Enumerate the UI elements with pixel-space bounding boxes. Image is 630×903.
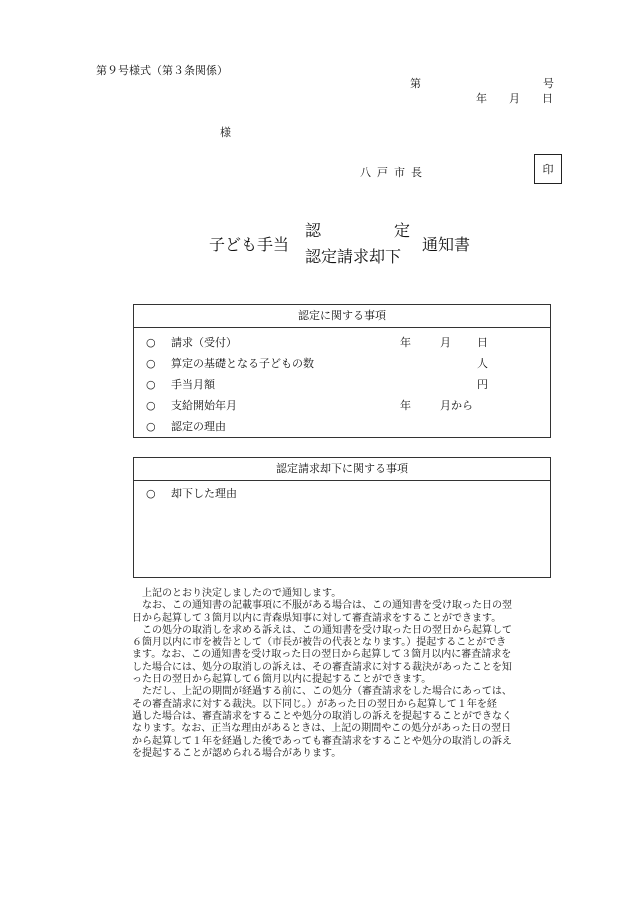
approval-item-label: 支給開始年月 [171,399,237,412]
day-label: 日 [542,92,553,105]
approval-item [134,332,550,353]
unit-label: 年 [400,399,411,412]
issue-date [476,90,553,106]
rejection-item [134,483,550,504]
approval-item-label: 請求（受付） [171,336,237,349]
notes-line: 過した場合は、審査請求をすることや処分の取消しの訴えを提起することができなく [132,710,512,722]
approval-section [133,304,551,438]
notes-line: その審査請求に対する裁決。以下同じ。）があった日の翌日から起算して１年を経 [132,698,497,710]
title-option-rejection: 認定請求却下 [305,247,402,266]
notes-line: ます。なお、この通知書を受け取った日の翌日から起算して３箇月以内に審査請求を [132,649,512,661]
unit-label: 月 [440,336,451,349]
rejection-item-label: 却下した理由 [171,487,237,500]
circle-bullet-icon: ○ [146,378,156,391]
circle-bullet-icon: ○ [146,487,156,500]
circle-bullet-icon: ○ [146,336,156,349]
circle-bullet-icon: ○ [146,357,156,370]
approval-item [134,416,550,437]
form-number: 第９号様式（第３条関係） [96,64,228,77]
approval-item [134,353,550,374]
circle-bullet-icon: ○ [146,420,156,433]
notes-paragraph [132,588,554,760]
notes-line: を提起することが認められる場合があります。 [132,747,342,759]
approval-item-label: 認定の理由 [171,420,226,433]
document-number-prefix: 第 [410,77,421,90]
approval-item-label: 手当月額 [171,378,215,391]
notes-line: ただし、上記の期間が経過する前に、この処分（審査請求をした場合にあっては、 [132,686,512,698]
issuer-name: 八戸市長 [360,166,428,179]
unit-label: 月から [440,399,473,412]
addressee-suffix: 様 [220,126,231,139]
document-number-suffix: 号 [543,77,554,90]
title-prefix: 子ども手当 [209,235,290,254]
notes-line: した場合には、処分の取消しの訴えは、その審査請求に対する裁決があったことを知 [132,661,512,673]
notes-line: から起算して１年を経過した後であっても審査請求をすることや処分の取消しの訴え [132,735,512,747]
notes-line: なります。なお、正当な理由があるときは、上記の期間やこの処分があった日の翌日 [132,723,512,735]
notes-line: ６箇月以内に市を被告として（市長が被告の代表となります。）提起することができ [132,637,507,649]
approval-section-heading: 認定に関する事項 [134,305,550,328]
title-suffix: 通知書 [422,235,471,254]
year-label: 年 [476,92,487,105]
notes-line: った日の翌日から起算して６箇月以内に提起することができます。 [132,674,432,686]
notes-line: この処分の取消しを求める訴えは、この通知書を受け取った日の翌日から起算して [132,624,512,636]
circle-bullet-icon: ○ [146,399,156,412]
rejection-section [133,457,551,578]
unit-label: 人 [477,357,488,370]
seal-label: 印 [542,163,554,176]
approval-item-label: 算定の基礎となる子どもの数 [171,357,314,370]
approval-item [134,374,550,395]
notes-line: 日から起算して３箇月以内に青森県知事に対して審査請求をすることができます。 [132,612,502,624]
title-option-approval-b: 定 [394,221,411,240]
approval-item [134,395,550,416]
rejection-section-heading: 認定請求却下に関する事項 [134,458,550,481]
notes-line: なお、この通知書の記載事項に不服がある場合は、この通知書を受け取った日の翌 [132,600,512,612]
unit-label: 円 [477,378,488,391]
notes-line: 上記のとおり決定しましたので通知します。 [132,588,342,599]
unit-label: 日 [477,336,488,349]
seal-box [534,154,562,184]
title-option-approval-a: 認 [305,221,322,240]
month-label: 月 [509,92,520,105]
unit-label: 年 [400,336,411,349]
